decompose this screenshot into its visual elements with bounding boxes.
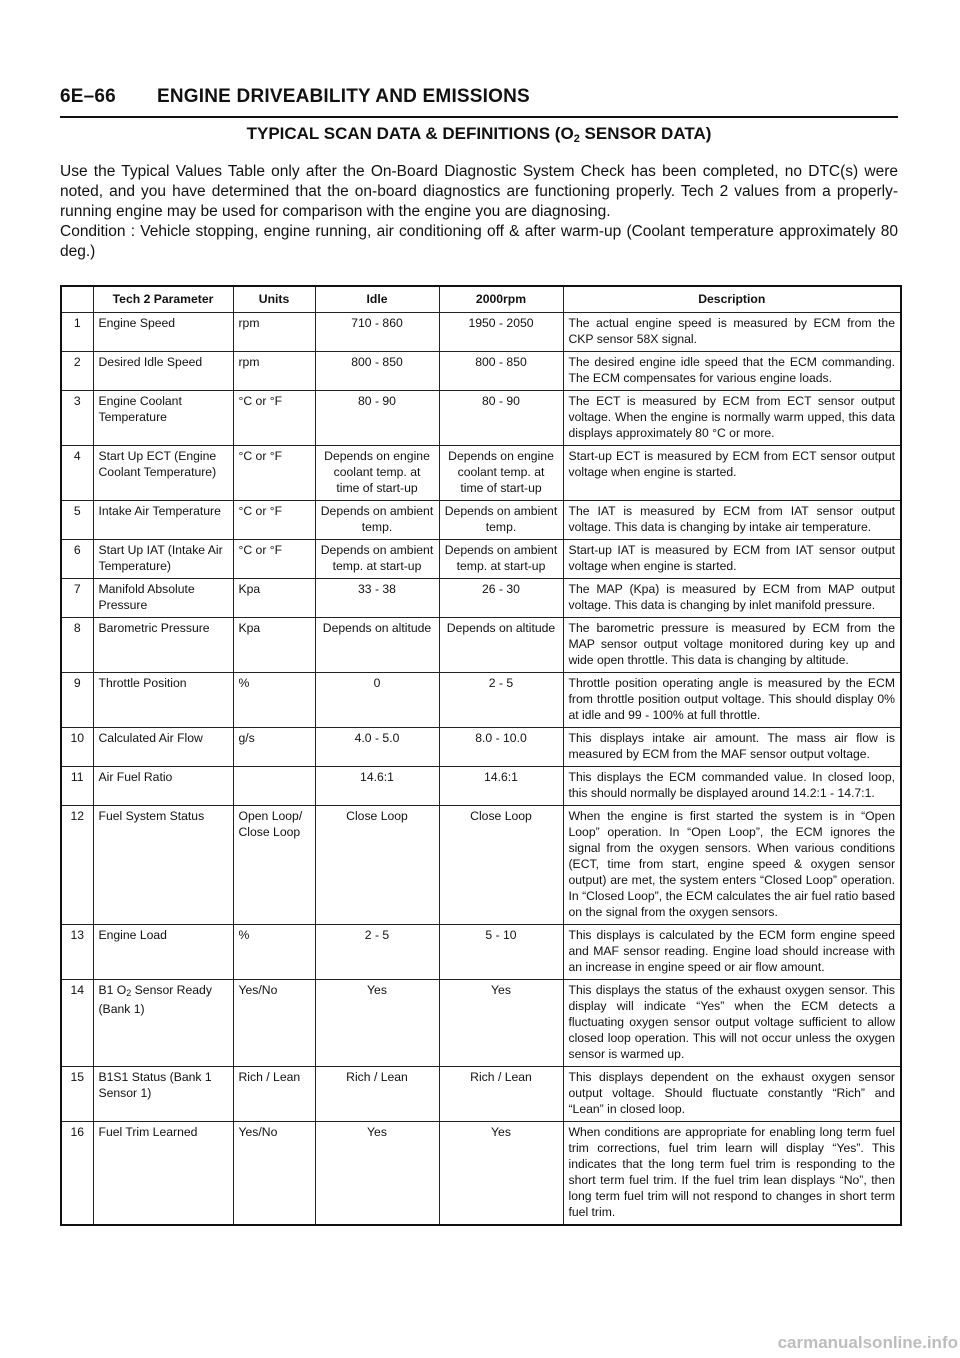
table-row — [61, 728, 901, 767]
row-units: rpm — [233, 352, 315, 391]
table-row — [61, 579, 901, 618]
section-title: ENGINE DRIVEABILITY AND EMISSIONS — [157, 86, 530, 107]
row-number: 10 — [61, 728, 93, 767]
row-2000rpm: 800 - 850 — [439, 352, 563, 391]
row-idle: Depends on ambient temp. at start-up — [315, 540, 439, 579]
row-parameter: B1S1 Status (Bank 1 Sensor 1) — [93, 1067, 233, 1122]
row-units: °C or °F — [233, 446, 315, 501]
header-num — [61, 286, 93, 313]
row-number: 13 — [61, 925, 93, 980]
table-row — [61, 540, 901, 579]
row-units: Open Loop/ Close Loop — [233, 806, 315, 925]
row-parameter — [93, 980, 233, 1067]
row-description: This displays the status of the exhaust oxygen sensor. This display will indicate “Yes” when the ECM detects a fluctuating oxygen sensor output voltage sufficient to allow closed loop operation. This will not occur unless the oxygen sensor is warmed up. — [563, 980, 901, 1067]
header-parameter: Tech 2 Parameter — [93, 286, 233, 313]
table-row — [61, 1122, 901, 1226]
intro-text — [60, 162, 898, 262]
row-parameter: Start Up ECT (Engine Coolant Temperature) — [93, 446, 233, 501]
table-row — [61, 391, 901, 446]
row-units: Kpa — [233, 618, 315, 673]
intro-paragraph-2: Condition : Vehicle stopping, engine running, air conditioning off & after warm-up (Coolant temperature approximately 80 deg.) — [60, 223, 898, 260]
table-row — [61, 925, 901, 980]
table-row — [61, 618, 901, 673]
row-description: This displays intake air amount. The mass air flow is measured by ECM from the MAF sensor output voltage. — [563, 728, 901, 767]
row-number: 8 — [61, 618, 93, 673]
row-description: The IAT is measured by ECM from IAT sensor output voltage. This data is changing by intake air temperature. — [563, 501, 901, 540]
row-description: This displays dependent on the exhaust oxygen sensor output voltage. Should fluctuate constantly “Rich” and “Lean” in closed loop. — [563, 1067, 901, 1122]
row-2000rpm: 14.6:1 — [439, 767, 563, 806]
row-parameter: Calculated Air Flow — [93, 728, 233, 767]
row-number: 4 — [61, 446, 93, 501]
row-units: % — [233, 925, 315, 980]
table-row — [61, 352, 901, 391]
intro-paragraph-1: Use the Typical Values Table only after the On-Board Diagnostic System Check has been completed, no DTC(s) were noted, and you have determined that the on-board diagnostics are functioning properly. Tech 2 values from a properly-running engine may be used for comparison with the engine you are diagnosing. — [60, 163, 898, 220]
row-parameter: Intake Air Temperature — [93, 501, 233, 540]
row-description: When the engine is first started the system is in “Open Loop” operation. In “Open Loop”, the ECM ignores the signal from the oxygen sensors. When various conditions (ECT, time from start, engine speed & oxygen sensor output) are met, the system enters “Closed Loop” operation. In “Closed Loop”, the ECM calculates the air fuel ratio based on the signal from the oxygen sensors. — [563, 806, 901, 925]
row-idle: Depends on engine coolant temp. at time of start-up — [315, 446, 439, 501]
row-description: This displays is calculated by the ECM form engine speed and MAF sensor reading. Engine load should increase with an increase in engine speed or air flow amount. — [563, 925, 901, 980]
row-number: 2 — [61, 352, 93, 391]
row-2000rpm: Depends on ambient temp. at start-up — [439, 540, 563, 579]
row-description: The actual engine speed is measured by ECM from the CKP sensor 58X signal. — [563, 313, 901, 352]
page-header — [60, 86, 898, 118]
table-row — [61, 1067, 901, 1122]
row-number: 7 — [61, 579, 93, 618]
row-units — [233, 767, 315, 806]
page-title — [60, 124, 898, 145]
row-number: 12 — [61, 806, 93, 925]
row-2000rpm: Depends on engine coolant temp. at time of start-up — [439, 446, 563, 501]
row-description: The MAP (Kpa) is measured by ECM from MAP output voltage. This data is changing by inlet manifold pressure. — [563, 579, 901, 618]
row-parameter: Desired Idle Speed — [93, 352, 233, 391]
title-text-before: TYPICAL SCAN DATA & DEFINITIONS (O — [246, 124, 574, 143]
row-idle: 2 - 5 — [315, 925, 439, 980]
param-subscript: 2 — [126, 988, 132, 998]
row-idle: 4.0 - 5.0 — [315, 728, 439, 767]
row-2000rpm: 80 - 90 — [439, 391, 563, 446]
row-idle: 14.6:1 — [315, 767, 439, 806]
row-2000rpm: 1950 - 2050 — [439, 313, 563, 352]
row-units: °C or °F — [233, 540, 315, 579]
row-idle: Close Loop — [315, 806, 439, 925]
row-number: 14 — [61, 980, 93, 1067]
row-parameter: Fuel Trim Learned — [93, 1122, 233, 1226]
row-idle: 0 — [315, 673, 439, 728]
table-row — [61, 806, 901, 925]
row-units: °C or °F — [233, 501, 315, 540]
row-idle: Yes — [315, 980, 439, 1067]
table-row — [61, 980, 901, 1067]
scan-data-table — [60, 285, 902, 1226]
row-2000rpm: Depends on ambient temp. — [439, 501, 563, 540]
row-parameter: Engine Speed — [93, 313, 233, 352]
row-units: rpm — [233, 313, 315, 352]
row-number: 1 — [61, 313, 93, 352]
row-parameter: Barometric Pressure — [93, 618, 233, 673]
title-text-after: SENSOR DATA) — [579, 124, 712, 143]
title-subscript: 2 — [573, 133, 580, 145]
row-number: 9 — [61, 673, 93, 728]
param-text-before: B1 O — [98, 983, 127, 997]
row-parameter: Throttle Position — [93, 673, 233, 728]
row-description: The barometric pressure is measured by ECM from the MAP sensor output voltage monitored during key up and wide open throttle. This data is changing by altitude. — [563, 618, 901, 673]
row-parameter: Manifold Absolute Pressure — [93, 579, 233, 618]
row-description: The ECT is measured by ECM from ECT sensor output voltage. When the engine is normally warm upped, this data displays approximately 80 °C or more. — [563, 391, 901, 446]
row-number: 16 — [61, 1122, 93, 1226]
row-units: Rich / Lean — [233, 1067, 315, 1122]
table-row — [61, 767, 901, 806]
row-idle: Depends on ambient temp. — [315, 501, 439, 540]
watermark-text: carmanualsonline.info — [777, 1333, 958, 1352]
table-row — [61, 313, 901, 352]
row-units: g/s — [233, 728, 315, 767]
row-idle: 800 - 850 — [315, 352, 439, 391]
row-2000rpm: Rich / Lean — [439, 1067, 563, 1122]
row-number: 11 — [61, 767, 93, 806]
row-idle: Depends on altitude — [315, 618, 439, 673]
row-2000rpm: 8.0 - 10.0 — [439, 728, 563, 767]
row-description: When conditions are appropriate for enabling long term fuel trim corrections, fuel trim learn will display “Yes”. This indicates that the long term fuel trim is responding to the short term fuel trim. If the fuel trim lean displays “No”, then long term fuel trim will not respond to changes in short term fuel trim. — [563, 1122, 901, 1226]
row-idle: 33 - 38 — [315, 579, 439, 618]
table-row — [61, 673, 901, 728]
table-row — [61, 501, 901, 540]
row-parameter: Air Fuel Ratio — [93, 767, 233, 806]
row-number: 15 — [61, 1067, 93, 1122]
row-number: 3 — [61, 391, 93, 446]
header-2000rpm: 2000rpm — [439, 286, 563, 313]
row-units: % — [233, 673, 315, 728]
table-header-row — [61, 286, 901, 313]
row-2000rpm: Yes — [439, 1122, 563, 1226]
row-2000rpm: Close Loop — [439, 806, 563, 925]
row-2000rpm: 2 - 5 — [439, 673, 563, 728]
param-text-after: Sensor Ready (Bank 1) — [98, 983, 212, 1016]
row-parameter: Engine Load — [93, 925, 233, 980]
row-idle: 80 - 90 — [315, 391, 439, 446]
row-idle: Yes — [315, 1122, 439, 1226]
row-units: Yes/No — [233, 980, 315, 1067]
row-description: Start-up ECT is measured by ECM from ECT sensor output voltage when engine is started. — [563, 446, 901, 501]
row-units: Yes/No — [233, 1122, 315, 1226]
row-units: °C or °F — [233, 391, 315, 446]
page-number: 6E–66 — [60, 86, 116, 107]
row-idle: Rich / Lean — [315, 1067, 439, 1122]
row-number: 6 — [61, 540, 93, 579]
row-description: This displays the ECM commanded value. In closed loop, this should normally be displayed around 14.2:1 - 14.7:1. — [563, 767, 901, 806]
row-units: Kpa — [233, 579, 315, 618]
header-units: Units — [233, 286, 315, 313]
row-description: The desired engine idle speed that the ECM commanding. The ECM compensates for various engine loads. — [563, 352, 901, 391]
row-2000rpm: Yes — [439, 980, 563, 1067]
row-parameter: Engine Coolant Temperature — [93, 391, 233, 446]
row-2000rpm: 26 - 30 — [439, 579, 563, 618]
row-description: Start-up IAT is measured by ECM from IAT sensor output voltage when engine is started. — [563, 540, 901, 579]
row-2000rpm: 5 - 10 — [439, 925, 563, 980]
table-row — [61, 446, 901, 501]
row-idle: 710 - 860 — [315, 313, 439, 352]
row-number: 5 — [61, 501, 93, 540]
header-description: Description — [563, 286, 901, 313]
row-2000rpm: Depends on altitude — [439, 618, 563, 673]
row-parameter: Start Up IAT (Intake Air Temperature) — [93, 540, 233, 579]
header-idle: Idle — [315, 286, 439, 313]
row-parameter: Fuel System Status — [93, 806, 233, 925]
row-description: Throttle position operating angle is measured by the ECM from throttle position output voltage. This should display 0% at idle and 99 - 100% at full throttle. — [563, 673, 901, 728]
